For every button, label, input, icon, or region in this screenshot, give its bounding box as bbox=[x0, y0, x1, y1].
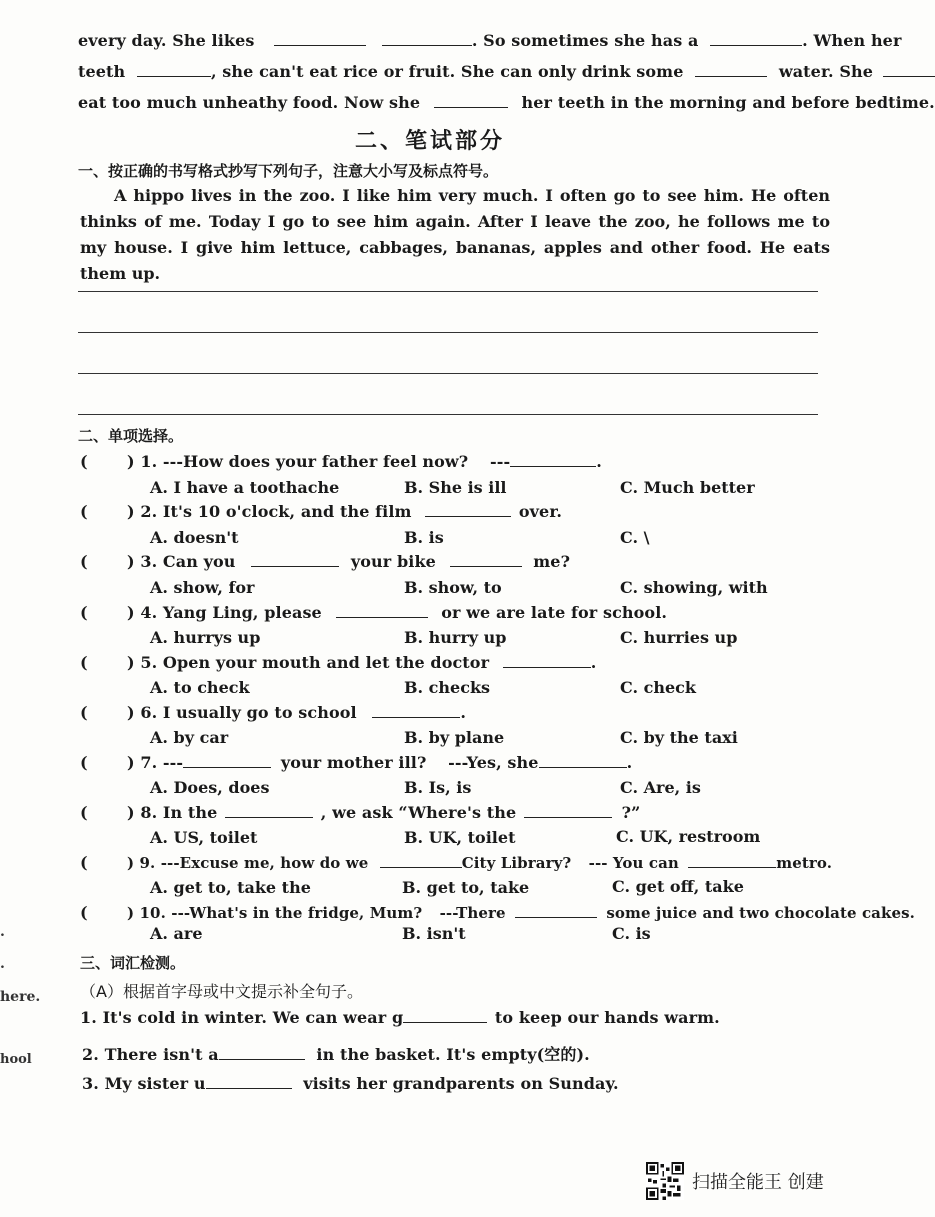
answer-paren-open: ( bbox=[80, 703, 88, 722]
option-a[interactable]: A. get to, take the bbox=[150, 878, 311, 897]
answer-blank[interactable] bbox=[183, 753, 271, 768]
option-c[interactable]: C. \ bbox=[620, 528, 650, 547]
question-text: ) 5. Open your mouth and let the doctor bbox=[127, 653, 490, 672]
answer-blank[interactable] bbox=[434, 93, 508, 108]
question-text: ) 10. ---What's in the fridge, Mum? bbox=[127, 904, 423, 922]
question-text: ) 9. ---Excuse me, how do we bbox=[127, 854, 369, 872]
section-1-title: 一、按正确的书写格式抄写下列句子，注意大小写及标点符号。 bbox=[78, 162, 499, 180]
option-b[interactable]: B. UK, toilet bbox=[404, 828, 516, 847]
question-text: ---Yes, she bbox=[448, 753, 539, 772]
writing-line[interactable] bbox=[78, 373, 818, 374]
question-text: . bbox=[626, 753, 633, 772]
answer-paren-open: ( bbox=[80, 502, 88, 521]
answer-blank[interactable] bbox=[688, 853, 776, 868]
margin-fragment: . bbox=[0, 956, 5, 972]
option-a[interactable]: A. doesn't bbox=[150, 528, 239, 547]
option-b[interactable]: B. She is ill bbox=[404, 478, 507, 497]
option-c[interactable]: C. hurries up bbox=[620, 628, 738, 647]
answer-blank[interactable] bbox=[380, 853, 462, 868]
answer-blank[interactable] bbox=[524, 803, 612, 818]
answer-paren-open: ( bbox=[80, 853, 88, 872]
text: teeth bbox=[78, 62, 126, 81]
question-3 bbox=[127, 552, 570, 571]
vocab-text: 2. There isn't a bbox=[82, 1045, 219, 1064]
answer-blank[interactable] bbox=[710, 31, 802, 46]
answer-blank[interactable] bbox=[883, 62, 935, 77]
option-c[interactable]: C. UK, restroom bbox=[616, 827, 761, 846]
question-text: me? bbox=[533, 552, 571, 571]
answer-blank[interactable] bbox=[539, 753, 627, 768]
question-text: ---There bbox=[439, 904, 506, 922]
question-text: ) 6. I usually go to school bbox=[127, 703, 357, 722]
vocab-text: visits her grandparents on Sunday. bbox=[303, 1074, 619, 1093]
answer-blank[interactable] bbox=[251, 552, 339, 567]
question-text: over. bbox=[518, 502, 563, 521]
section-2-title: 二、单项选择。 bbox=[78, 427, 184, 445]
vocab-text: 1. It's cold in winter. We can wear g bbox=[80, 1008, 404, 1027]
passage-line-2 bbox=[78, 62, 935, 81]
text: , she can't eat rice or fruit. She can only drink some bbox=[210, 62, 684, 81]
question-5 bbox=[127, 653, 596, 672]
question-text: , we ask “Where's the bbox=[320, 803, 517, 822]
margin-fragment: here. bbox=[0, 989, 41, 1005]
writing-line[interactable] bbox=[78, 414, 818, 415]
copy-passage-text: A hippo lives in the zoo. I like him very much. I often go to see him. He often thinks of me. Today I go to see him again. After I leave the zoo, he follows me to my house. I give him lettuce, cabbages, bananas, apples and other food. He eats them up. bbox=[80, 186, 830, 283]
watermark-text: 扫描全能王 创建 bbox=[692, 1172, 824, 1193]
question-text: --- bbox=[489, 452, 511, 471]
copy-passage bbox=[80, 183, 830, 287]
text: eat too much unheathy food. Now she bbox=[78, 93, 421, 112]
option-a[interactable]: A. I have a toothache bbox=[150, 478, 340, 497]
question-text: City Library? bbox=[461, 854, 572, 872]
answer-blank[interactable] bbox=[382, 31, 472, 46]
option-a[interactable]: A. are bbox=[150, 924, 203, 943]
text: . When her bbox=[802, 31, 902, 50]
option-b[interactable]: B. Is, is bbox=[404, 778, 472, 797]
option-c[interactable]: C. get off, take bbox=[612, 877, 744, 896]
question-2 bbox=[127, 502, 562, 521]
question-10 bbox=[127, 903, 915, 922]
answer-paren-open: ( bbox=[80, 803, 88, 822]
answer-blank[interactable] bbox=[503, 653, 591, 668]
question-8 bbox=[127, 803, 640, 822]
question-text: ) 2. It's 10 o'clock, and the film bbox=[127, 502, 412, 521]
text: every day. She likes bbox=[78, 31, 255, 50]
vocab-item-3 bbox=[82, 1074, 619, 1093]
margin-fragment: hool bbox=[0, 1052, 32, 1067]
option-a[interactable]: A. show, for bbox=[150, 578, 255, 597]
option-c[interactable]: C. Much better bbox=[620, 478, 755, 497]
answer-blank[interactable] bbox=[695, 62, 767, 77]
vocab-item-1 bbox=[80, 1008, 720, 1027]
answer-blank[interactable] bbox=[515, 903, 597, 918]
question-text: some juice and two chocolate cakes. bbox=[606, 904, 915, 922]
part-title: 二、笔试部分 bbox=[354, 129, 505, 154]
question-text: or we are late for school. bbox=[441, 603, 668, 622]
passage-line-1 bbox=[78, 31, 902, 50]
option-b[interactable]: B. is bbox=[404, 528, 444, 547]
answer-blank[interactable] bbox=[425, 502, 511, 517]
answer-paren-open: ( bbox=[80, 753, 88, 772]
answer-paren-open: ( bbox=[80, 653, 88, 672]
margin-fragment: . bbox=[0, 924, 5, 940]
answer-blank[interactable] bbox=[403, 1008, 487, 1023]
question-text: ?” bbox=[621, 803, 641, 822]
question-text: ) 4. Yang Ling, please bbox=[127, 603, 322, 622]
vocab-text: 3. My sister u bbox=[82, 1074, 206, 1093]
passage-line-3 bbox=[78, 93, 935, 112]
question-6 bbox=[127, 703, 466, 722]
scanner-watermark bbox=[646, 1162, 824, 1200]
question-text: ) 3. Can you bbox=[127, 552, 236, 571]
section-3-title: 三、词汇检测。 bbox=[80, 954, 186, 972]
text: . So sometimes she has a bbox=[471, 31, 699, 50]
option-c[interactable]: C. showing, with bbox=[620, 578, 768, 597]
answer-blank[interactable] bbox=[137, 62, 211, 77]
question-text: --- You can bbox=[588, 854, 679, 872]
section-3-subtitle: （A）根据首字母或中文提示补全句子。 bbox=[80, 982, 363, 1001]
question-text: . bbox=[596, 452, 602, 471]
question-text: your bike bbox=[350, 552, 436, 571]
option-c[interactable]: C. by the taxi bbox=[620, 728, 738, 747]
option-a[interactable]: A. to check bbox=[150, 678, 250, 697]
answer-blank[interactable] bbox=[219, 1045, 305, 1060]
vocab-item-2 bbox=[82, 1042, 590, 1065]
question-4 bbox=[127, 603, 667, 622]
vocab-text: in the basket. It's empty(空的). bbox=[316, 1045, 590, 1064]
answer-paren-open: ( bbox=[80, 903, 88, 922]
option-a[interactable]: A. US, toilet bbox=[150, 828, 258, 847]
text: water. She bbox=[778, 62, 874, 81]
question-7 bbox=[127, 753, 632, 772]
question-text: ) 7. --- bbox=[127, 753, 184, 772]
writing-line[interactable] bbox=[78, 291, 818, 292]
option-b[interactable]: B. hurry up bbox=[404, 628, 507, 647]
option-b[interactable]: B. get to, take bbox=[402, 878, 530, 897]
question-text: . bbox=[590, 653, 597, 672]
answer-blank[interactable] bbox=[372, 703, 460, 718]
option-b[interactable]: B. show, to bbox=[404, 578, 502, 597]
text: her teeth in the morning and before bedtime. bbox=[521, 93, 935, 112]
answer-blank[interactable] bbox=[336, 603, 428, 618]
question-9 bbox=[127, 853, 832, 872]
question-text: . bbox=[460, 703, 467, 722]
answer-paren-open: ( bbox=[80, 452, 88, 471]
question-text: ) 1. ---How does your father feel now? bbox=[127, 452, 469, 471]
qr-code-icon bbox=[646, 1162, 684, 1200]
option-b[interactable]: B. isn't bbox=[402, 924, 466, 943]
option-a[interactable]: A. hurrys up bbox=[150, 628, 261, 647]
question-text: your mother ill? bbox=[280, 753, 427, 772]
option-b[interactable]: B. checks bbox=[404, 678, 491, 697]
answer-blank[interactable] bbox=[274, 31, 366, 46]
answer-paren-open: ( bbox=[80, 552, 88, 571]
option-c[interactable]: C. check bbox=[620, 678, 696, 697]
option-c[interactable]: C. Are, is bbox=[620, 778, 701, 797]
question-1 bbox=[127, 452, 602, 471]
question-text: metro. bbox=[776, 854, 833, 872]
answer-blank[interactable] bbox=[206, 1074, 292, 1089]
option-c[interactable]: C. is bbox=[612, 924, 651, 943]
answer-blank[interactable] bbox=[450, 552, 522, 567]
answer-blank[interactable] bbox=[510, 452, 596, 467]
writing-line[interactable] bbox=[78, 332, 818, 333]
vocab-text: to keep our hands warm. bbox=[494, 1008, 720, 1027]
answer-paren-open: ( bbox=[80, 603, 88, 622]
option-b[interactable]: B. by plane bbox=[404, 728, 505, 747]
question-text: ) 8. In the bbox=[127, 803, 218, 822]
option-a[interactable]: A. Does, does bbox=[150, 778, 270, 797]
answer-blank[interactable] bbox=[225, 803, 313, 818]
option-a[interactable]: A. by car bbox=[150, 728, 229, 747]
